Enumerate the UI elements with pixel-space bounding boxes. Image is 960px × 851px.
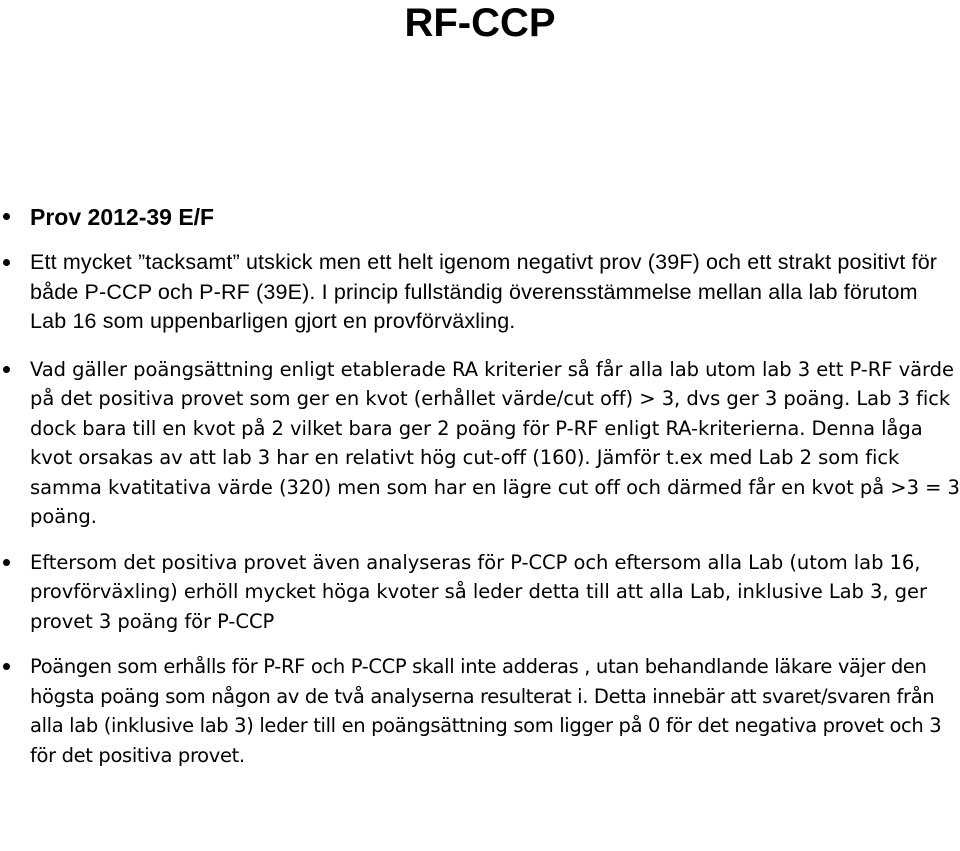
list-item: [0, 652, 960, 770]
bullet-list: [0, 202, 960, 786]
bullet-text: Poängen som erhålls för P-RF och P-CCP skall inte adderas , utan behandlande läkare väjer den högsta poäng som någon av de två analyserna resulterat i. Detta innebär att svaret/svaren från alla lab (inklusive lab 3) leder till en poängsättning som ligger på 0 för det negativa provet och 3 för det positiva provet.: [30, 655, 942, 767]
bullet-text: Eftersom det positiva provet även analyseras för P-CCP och eftersom alla Lab (utom lab 16, provförväxling) erhöll mycket höga kvoter så leder detta till att alla Lab, inklusive Lab 3, ger provet 3 poäng för P-CCP: [30, 550, 927, 633]
bullet-dot-icon: [3, 259, 10, 266]
bullet-dot-icon: [3, 213, 10, 220]
list-item: [0, 548, 960, 637]
bullet-dot-icon: [3, 663, 10, 670]
bullet-text: Ett mycket ”tacksamt” utskick men ett helt igenom negativt prov (39F) och ett strakt positivt för både P-CCP och P-RF (39E). I princip fullständig överensstämmelse mellan alla lab förutom Lab 16 som uppenbarligen gjort en provförväxling.: [30, 250, 938, 333]
list-item: [0, 355, 960, 532]
bullet-dot-icon: [3, 366, 10, 373]
page-title: RF-CCP: [404, 1, 556, 45]
bullet-text: Prov 2012-39 E/F: [30, 204, 215, 230]
list-item: [0, 202, 960, 232]
bullet-dot-icon: [3, 559, 10, 566]
list-item: [0, 248, 960, 337]
bullet-text: Vad gäller poängsättning enligt etablerade RA kriterier så får alla lab utom lab 3 ett P-RF värde på det positiva provet som ger en kvot (erhållet värde/cut off) > 3, dvs ger 3 poäng. Lab 3 fick dock bara till en kvot på 2 vilket bara ger 2 poäng för P-RF enligt RA-kriterierna. Denna låga kvot orsakas av att lab 3 har en relativt hög cut-off (160). Jämför t.ex med Lab 2 som fick samma kvatitativa värde (320) men som har en lägre cut off och därmed får en kvot på >3 = 3 poäng.: [30, 357, 960, 528]
